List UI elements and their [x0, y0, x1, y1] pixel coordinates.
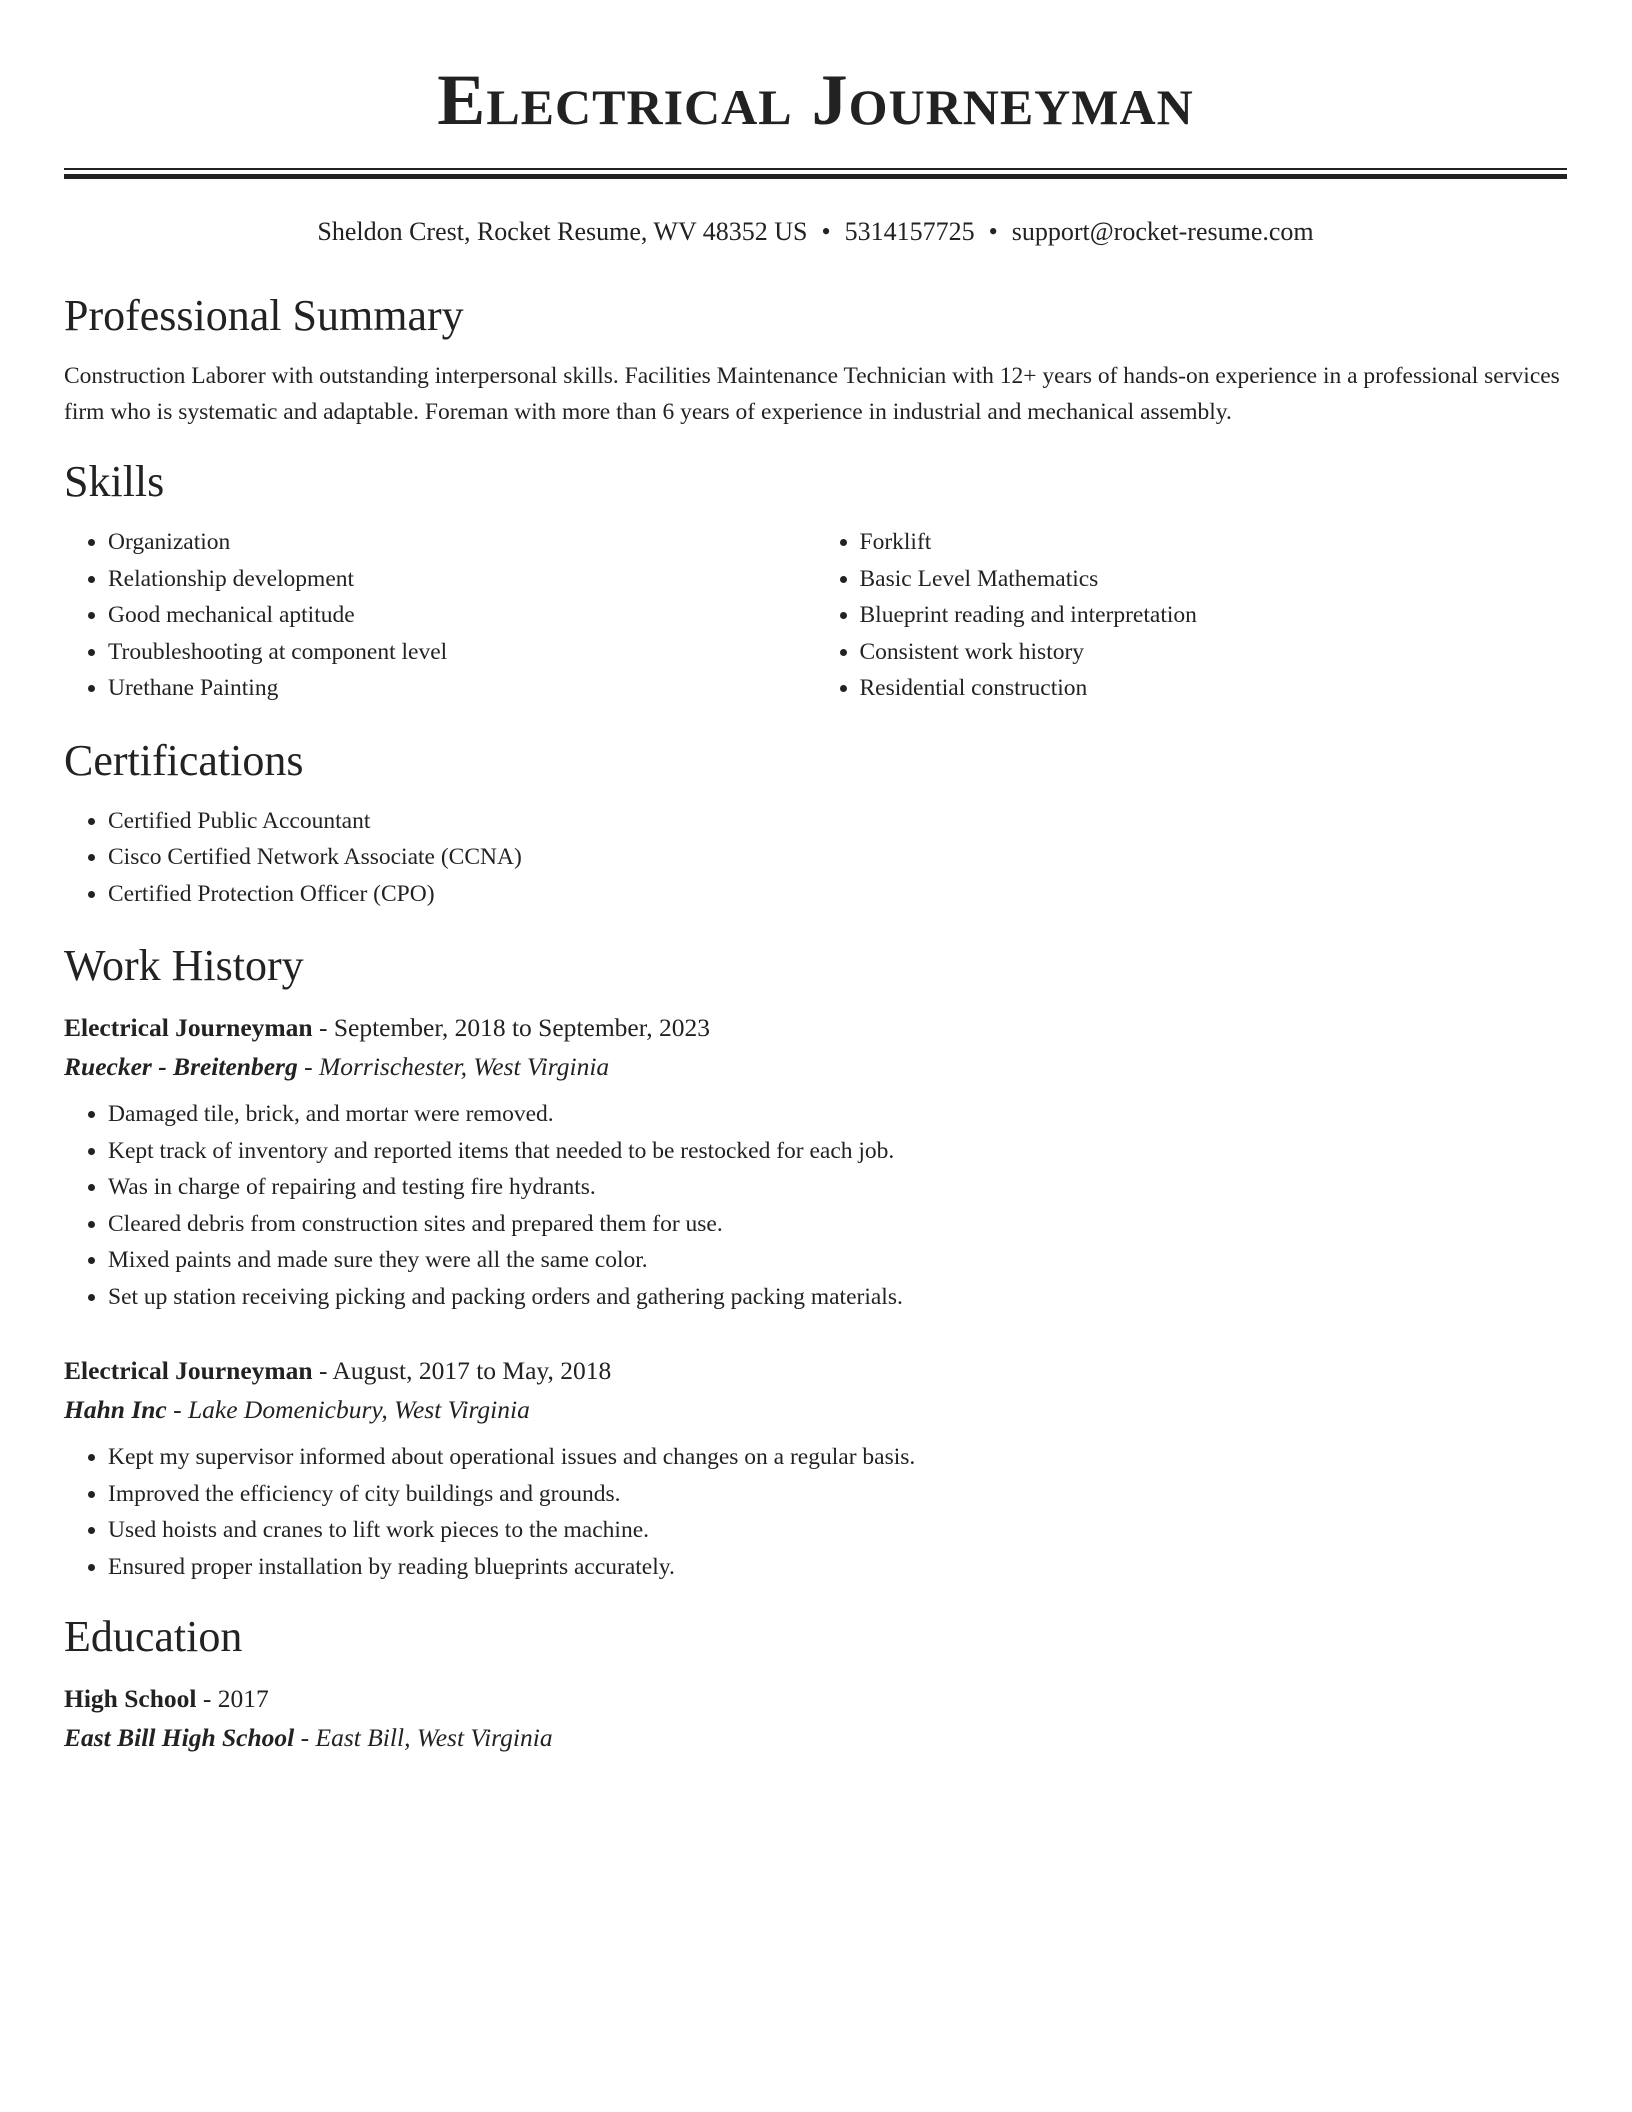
skill-item: • Basic Level Mathematics [860, 561, 1568, 598]
job-dates: - August, 2017 to May, 2018 [312, 1356, 612, 1385]
certifications-heading: Certifications [64, 735, 304, 785]
skill-item: • Blueprint reading and interpretation [860, 597, 1568, 634]
header-divider-thin [64, 168, 1567, 170]
job-entry [64, 1008, 1567, 1315]
work-history-heading: Work History [64, 941, 304, 990]
resume-title: Electrical Journeyman [437, 60, 1194, 140]
work-history-section [64, 938, 1567, 1585]
job-header [64, 1351, 1567, 1391]
job-header [64, 1008, 1567, 1048]
job-bullets [64, 1096, 1567, 1315]
contact-address: Sheldon Crest, Rocket Resume, WV 48352 US [317, 217, 808, 246]
resume-body [64, 288, 1567, 1767]
skill-item: • Good mechanical aptitude [108, 597, 816, 634]
contact-phone: 5314157725 [844, 217, 975, 246]
skill-item: • Relationship development [108, 561, 816, 598]
summary-text: Construction Laborer with outstanding interpersonal skills. Facilities Maintenance Technician with 12+ years of hands-on experience in a professional services firm who is systematic and adaptable. Foreman with more than 6 years of experience in industrial and mechanical assembly. [64, 363, 1560, 425]
education-header [64, 1679, 1567, 1719]
skill-item: • Urethane Painting [108, 670, 816, 707]
certifications-section [64, 733, 1567, 913]
job-title: Electrical Journeyman [64, 1356, 313, 1385]
certification-item: • Certified Public Accountant [108, 803, 1567, 840]
skills-list-left [64, 524, 816, 707]
education-institution [64, 1719, 1567, 1757]
education-year: - 2017 [196, 1684, 269, 1713]
certification-item: • Certified Protection Officer (CPO) [108, 876, 1567, 913]
job-employer [64, 1048, 1567, 1086]
education-degree: High School [64, 1684, 197, 1713]
job-location: - Morrischester, West Virginia [297, 1052, 610, 1081]
skills-columns [64, 524, 1567, 707]
contact-separator: • [988, 217, 998, 246]
job-bullet: • Was in charge of repairing and testing fire hydrants. [108, 1169, 1567, 1206]
skill-item: • Forklift [860, 524, 1568, 561]
job-company: Ruecker - Breitenberg [64, 1052, 298, 1081]
job-bullets [64, 1439, 1567, 1585]
job-bullet: • Improved the efficiency of city buildings and grounds. [108, 1476, 1567, 1513]
education-school: East Bill High School [64, 1723, 295, 1752]
skills-section [64, 454, 1567, 707]
certifications-list [64, 803, 1567, 913]
skill-item: • Residential construction [860, 670, 1568, 707]
education-location: - East Bill, West Virginia [294, 1723, 553, 1752]
job-title: Electrical Journeyman [64, 1013, 313, 1042]
job-bullet: • Cleared debris from construction sites and prepared them for use. [108, 1206, 1567, 1243]
summary-section [64, 288, 1567, 430]
job-bullet: • Kept my supervisor informed about operational issues and changes on a regular basis. [108, 1439, 1567, 1476]
contact-separator: • [821, 217, 831, 246]
summary-heading: Professional Summary [64, 291, 464, 340]
header-divider-thick [64, 174, 1567, 179]
certification-item: • Cisco Certified Network Associate (CCNA) [108, 839, 1567, 876]
job-bullet: • Set up station receiving picking and packing orders and gathering packing materials. [108, 1279, 1567, 1316]
job-employer [64, 1391, 1567, 1429]
job-entry [64, 1351, 1567, 1585]
skills-heading: Skills [64, 457, 165, 506]
education-section [64, 1609, 1567, 1757]
contact-line [64, 212, 1567, 252]
job-bullet: • Used hoists and cranes to lift work pieces to the machine. [108, 1512, 1567, 1549]
skills-list-right [816, 524, 1568, 707]
contact-email: support@rocket-resume.com [1011, 217, 1314, 246]
skill-item: • Consistent work history [860, 634, 1568, 671]
education-heading: Education [64, 1612, 243, 1661]
job-dates: - September, 2018 to September, 2023 [312, 1013, 710, 1042]
skill-item: • Organization [108, 524, 816, 561]
job-bullet: • Ensured proper installation by reading blueprints accurately. [108, 1549, 1567, 1586]
job-location: - Lake Domenicbury, West Virginia [166, 1395, 530, 1424]
job-bullet: • Mixed paints and made sure they were all the same color. [108, 1242, 1567, 1279]
skill-item: • Troubleshooting at component level [108, 634, 816, 671]
job-bullet: • Kept track of inventory and reported items that needed to be restocked for each job. [108, 1133, 1567, 1170]
job-company: Hahn Inc [64, 1395, 167, 1424]
job-bullet: • Damaged tile, brick, and mortar were removed. [108, 1096, 1567, 1133]
